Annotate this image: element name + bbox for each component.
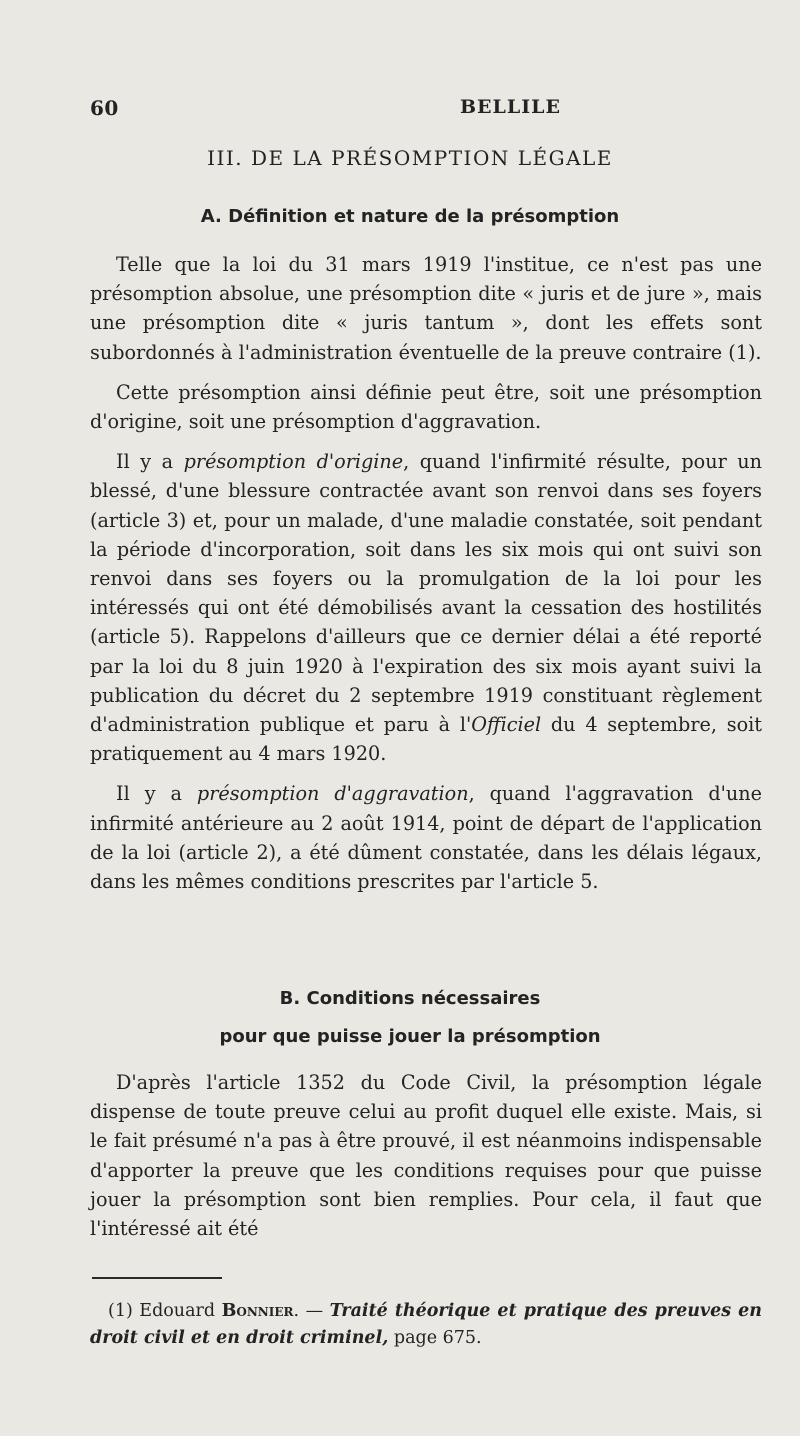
- footnote-page: page 675.: [388, 1328, 482, 1348]
- text-lead: Il y a: [116, 782, 197, 806]
- footnote-author: Bonnier: [221, 1301, 294, 1321]
- footnote-divider: [92, 1277, 222, 1279]
- text-tail: du 4 septembre, soit pratiquement au 4 mars 1920.: [90, 713, 762, 766]
- journal-officiel: Officiel: [471, 713, 542, 737]
- chapter-title: III. DE LA PRÉSOMPTION LÉGALE: [207, 146, 613, 170]
- page-header: [90, 96, 762, 126]
- term-presomption-aggravation: présomption d'aggravation: [196, 782, 469, 806]
- paragraph-presomption-origine: [90, 447, 762, 768]
- footnote: [90, 1298, 762, 1352]
- footnote-title: Traité théorique et pratique des preuves en droit civil et en droit criminel,: [90, 1301, 762, 1348]
- paragraph-types: Cette présomption ainsi définie peut être, soit une présomption d'origine, soit une présomption d'aggravation.: [90, 380, 762, 434]
- running-head: BELLILE: [460, 96, 561, 118]
- footnote-separator: . —: [293, 1301, 330, 1321]
- term-presomption-origine: présomption d'origine: [183, 450, 404, 474]
- section-a-body: [90, 250, 762, 896]
- page-number: 60: [90, 96, 119, 120]
- paragraph-conditions: D'après l'article 1352 du Code Civil, la présomption légale dispense de toute preuve celui au profit duquel elle existe. Mais, si le fait présumé n'a pas à être prouvé, il est néanmoins indispensable d'apporter la preuve que les conditions requises pour que puisse jouer la présomption sont bien remplies. Pour cela, il faut que l'intéressé ait été: [90, 1071, 762, 1241]
- section-b-body: [90, 1068, 762, 1243]
- paragraph-definition: Telle que la loi du 31 mars 1919 l'institue, ce n'est pas une présomption absolue, une présomption dite « juris et de jure », mais une présomption dite « juris tantum », dont les effets sont subordonnés à l'administration éventuelle de la preuve contraire (1).: [90, 253, 762, 364]
- text-body: , quand l'infirmité résulte, pour un blessé, d'une blessure contractée avant son renvoi dans ses foyers (article 3) et, pour un malade, d'une maladie constatée, soit pendant la période d'incorporation, soit dans les six mois qui ont suivi son renvoi dans ses foyers ou la promulgation de la loi pour les intéressés qui ont été démobilisés avant la cessation des hostilités (article 5). Rappelons d'ailleurs que ce dernier délai a été reporté par la loi du 8 juin 1920 à l'expiration des six mois ayant suivi la publication du décret du 2 septembre 1919 constituant règlement d'administration publique et paru à l': [90, 450, 763, 737]
- text-body: , quand l'aggravation d'une infirmité antérieure au 2 août 1914, point de départ de l'application de la loi (article 2), a été dûment constatée, dans les délais légaux, dans les mêmes conditions prescrites par l'article 5.: [90, 782, 762, 894]
- text-lead: Il y a: [116, 450, 184, 474]
- section-b-heading-line2: pour que puisse jouer la présomption: [219, 1026, 601, 1047]
- paragraph-presomption-aggravation: [90, 779, 762, 896]
- section-b-heading-line1: B. Conditions nécessaires: [279, 988, 541, 1009]
- section-a-heading: A. Définition et nature de la présomption: [200, 206, 620, 227]
- footnote-marker: (1) Edouard: [108, 1301, 222, 1321]
